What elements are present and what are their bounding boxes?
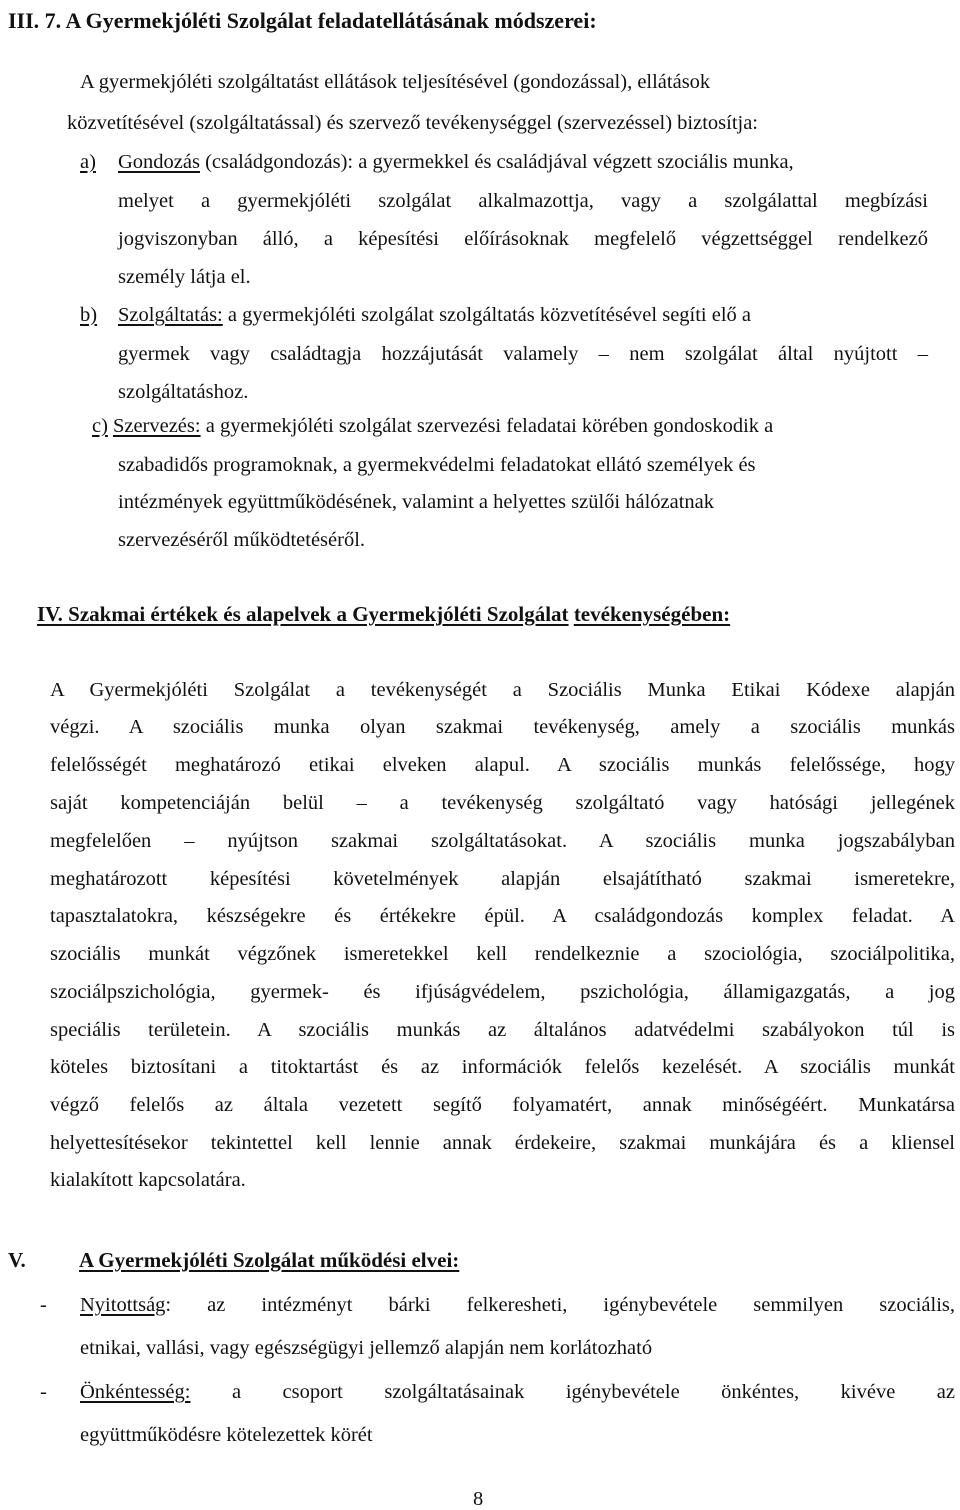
item-c-line-4: szervezéséről működtetéséről. bbox=[118, 529, 366, 551]
section-4-heading-text: Szakmai értékek és alapelvek a Gyermekjóléti Szolgálat bbox=[62, 602, 569, 626]
item-b-marker: b) bbox=[80, 304, 98, 326]
principle-1-line-2: etnikai, vallási, vagy egészségügyi jellemző alapján nem korlátozható bbox=[80, 1337, 653, 1359]
item-c-marker: c) bbox=[92, 415, 108, 437]
section-4-paragraph-line-5: megfelelően – nyújtson szakmai szolgáltatásokat. A szociális munka jogszabályban bbox=[50, 830, 955, 852]
item-c-term: Szervezés: bbox=[112, 415, 201, 437]
principle-2-line-2: együttműködésre kötelezettek körét bbox=[80, 1424, 373, 1446]
item-b-line-3: szolgáltatáshoz. bbox=[118, 381, 249, 403]
item-a-line-1: (családgondozás): a gyermekkel és családjával végzett szociális munka, bbox=[199, 151, 794, 173]
section-4-paragraph-line-12: végző felelős az általa vezetett segítő folyamatért, annak minőségéért. Munkatársa bbox=[50, 1094, 955, 1116]
item-b-line-2: gyermek vagy családtagja hozzájutását valamely – nem szolgálat által nyújtott – bbox=[118, 343, 928, 365]
page-number: 8 bbox=[473, 1488, 484, 1510]
section-4-paragraph-line-4: saját kompetenciáján belül – a tevékenység szolgáltató vagy hatósági jellegének bbox=[50, 792, 955, 814]
section-4-paragraph-line-7: tapasztalatokra, készségekre és értékekre épül. A családgondozás komplex feladat. A bbox=[50, 905, 955, 927]
item-a-term: Gondozás bbox=[118, 151, 200, 173]
principle-2-line-1: a csoport szolgáltatásainak igénybevétele önkéntes, kivéve az bbox=[190, 1381, 955, 1403]
item-c-line-2: szabadidős programoknak, a gyermekvédelmi feladatokat ellátó személyek és bbox=[118, 454, 756, 476]
section-4-paragraph-line-9: szociálpszichológia, gyermek- és ifjúságvédelem, pszichológia, államigazgatás, a jog bbox=[50, 981, 955, 1003]
section-4-paragraph-line-6: meghatározott képesítési követelmények alapján elsajátítható szakmai ismeretekre, bbox=[50, 868, 955, 890]
principle-1-term: Nyitottság bbox=[80, 1294, 166, 1316]
section-4-paragraph-line-8: szociális munkát végzőnek ismeretekkel kell rendelkeznie a szociológia, szociálpolitika, bbox=[50, 943, 955, 965]
item-c-first-line bbox=[92, 416, 773, 437]
principle-2-term: Önkéntesség: bbox=[80, 1381, 191, 1403]
section-5-heading bbox=[8, 1248, 460, 1272]
section-4-heading-number: IV. bbox=[37, 602, 63, 626]
section-4-heading-tail: tevékenységében: bbox=[573, 602, 731, 626]
intro-line-1: A gyermekjóléti szolgáltatást ellátások teljesítésével (gondozással), ellátások bbox=[80, 71, 711, 93]
item-a-line-2: melyet a gyermekjóléti szolgálat alkalmazottja, vagy a szolgálattal megbízási bbox=[118, 190, 928, 212]
section-4-paragraph-line-10: speciális területein. A szociális munkás az általános adatvédelmi szabályokon túl is bbox=[50, 1019, 955, 1041]
section-4-paragraph-line-13: helyettesítésekor tekintettel kell lennie annak érdekeire, szakmai munkájára és a kliensel bbox=[50, 1132, 955, 1154]
section-5-heading-number: V. bbox=[8, 1248, 26, 1272]
item-c-line-3: intézmények együttműködésének, valamint a helyettes szülői hálózatnak bbox=[118, 491, 715, 513]
item-b-term: Szolgáltatás: bbox=[118, 304, 223, 326]
principle-1-first-line bbox=[80, 1295, 955, 1316]
item-a-line-4: személy látja el. bbox=[118, 266, 251, 288]
section-3-heading: III. 7. A Gyermekjóléti Szolgálat feladatellátásának módszerei: bbox=[8, 8, 597, 33]
section-4-heading bbox=[37, 604, 730, 625]
intro-line-2: közvetítésével (szolgáltatással) és szervező tevékenységgel (szervezéssel) biztosítja: bbox=[67, 112, 759, 134]
section-5-heading-text: A Gyermekjóléti Szolgálat működési elvei: bbox=[79, 1248, 460, 1272]
item-a-first-line bbox=[118, 152, 928, 173]
item-a-line-3: jogviszonyban álló, a képesítési előírásoknak megfelelő végzettséggel rendelkező bbox=[118, 228, 928, 250]
principle-2-bullet: - bbox=[40, 1381, 47, 1403]
section-4-paragraph-line-1: A Gyermekjóléti Szolgálat a tevékenységét a Szociális Munka Etikai Kódexe alapján bbox=[50, 679, 955, 701]
item-b-first-line bbox=[118, 305, 751, 326]
section-4-paragraph-line-11: köteles biztosítani a titoktartást és az információk felelős kezelését. A szociális munkát bbox=[50, 1056, 955, 1078]
item-a-marker: a) bbox=[80, 151, 96, 173]
principle-1-line-1: : az intézményt bárki felkeresheti, igénybevétele semmilyen szociális, bbox=[165, 1294, 955, 1316]
item-b-line-1: a gyermekjóléti szolgálat szolgáltatás közvetítésével segíti elő a bbox=[222, 304, 752, 326]
section-4-paragraph-line-3: felelősségét meghatározó etikai elveken alapul. A szociális munkás felelőssége, hogy bbox=[50, 754, 955, 776]
section-4-paragraph-line-2: végzi. A szociális munka olyan szakmai tevékenység, amely a szociális munkás bbox=[50, 716, 955, 738]
section-4-paragraph-line-14: kialakított kapcsolatára. bbox=[50, 1169, 246, 1191]
principle-1-bullet: - bbox=[40, 1294, 47, 1316]
principle-2-first-line bbox=[80, 1382, 955, 1403]
item-c-line-1: a gyermekjóléti szolgálat szervezési feladatai körében gondoskodik a bbox=[200, 415, 774, 437]
